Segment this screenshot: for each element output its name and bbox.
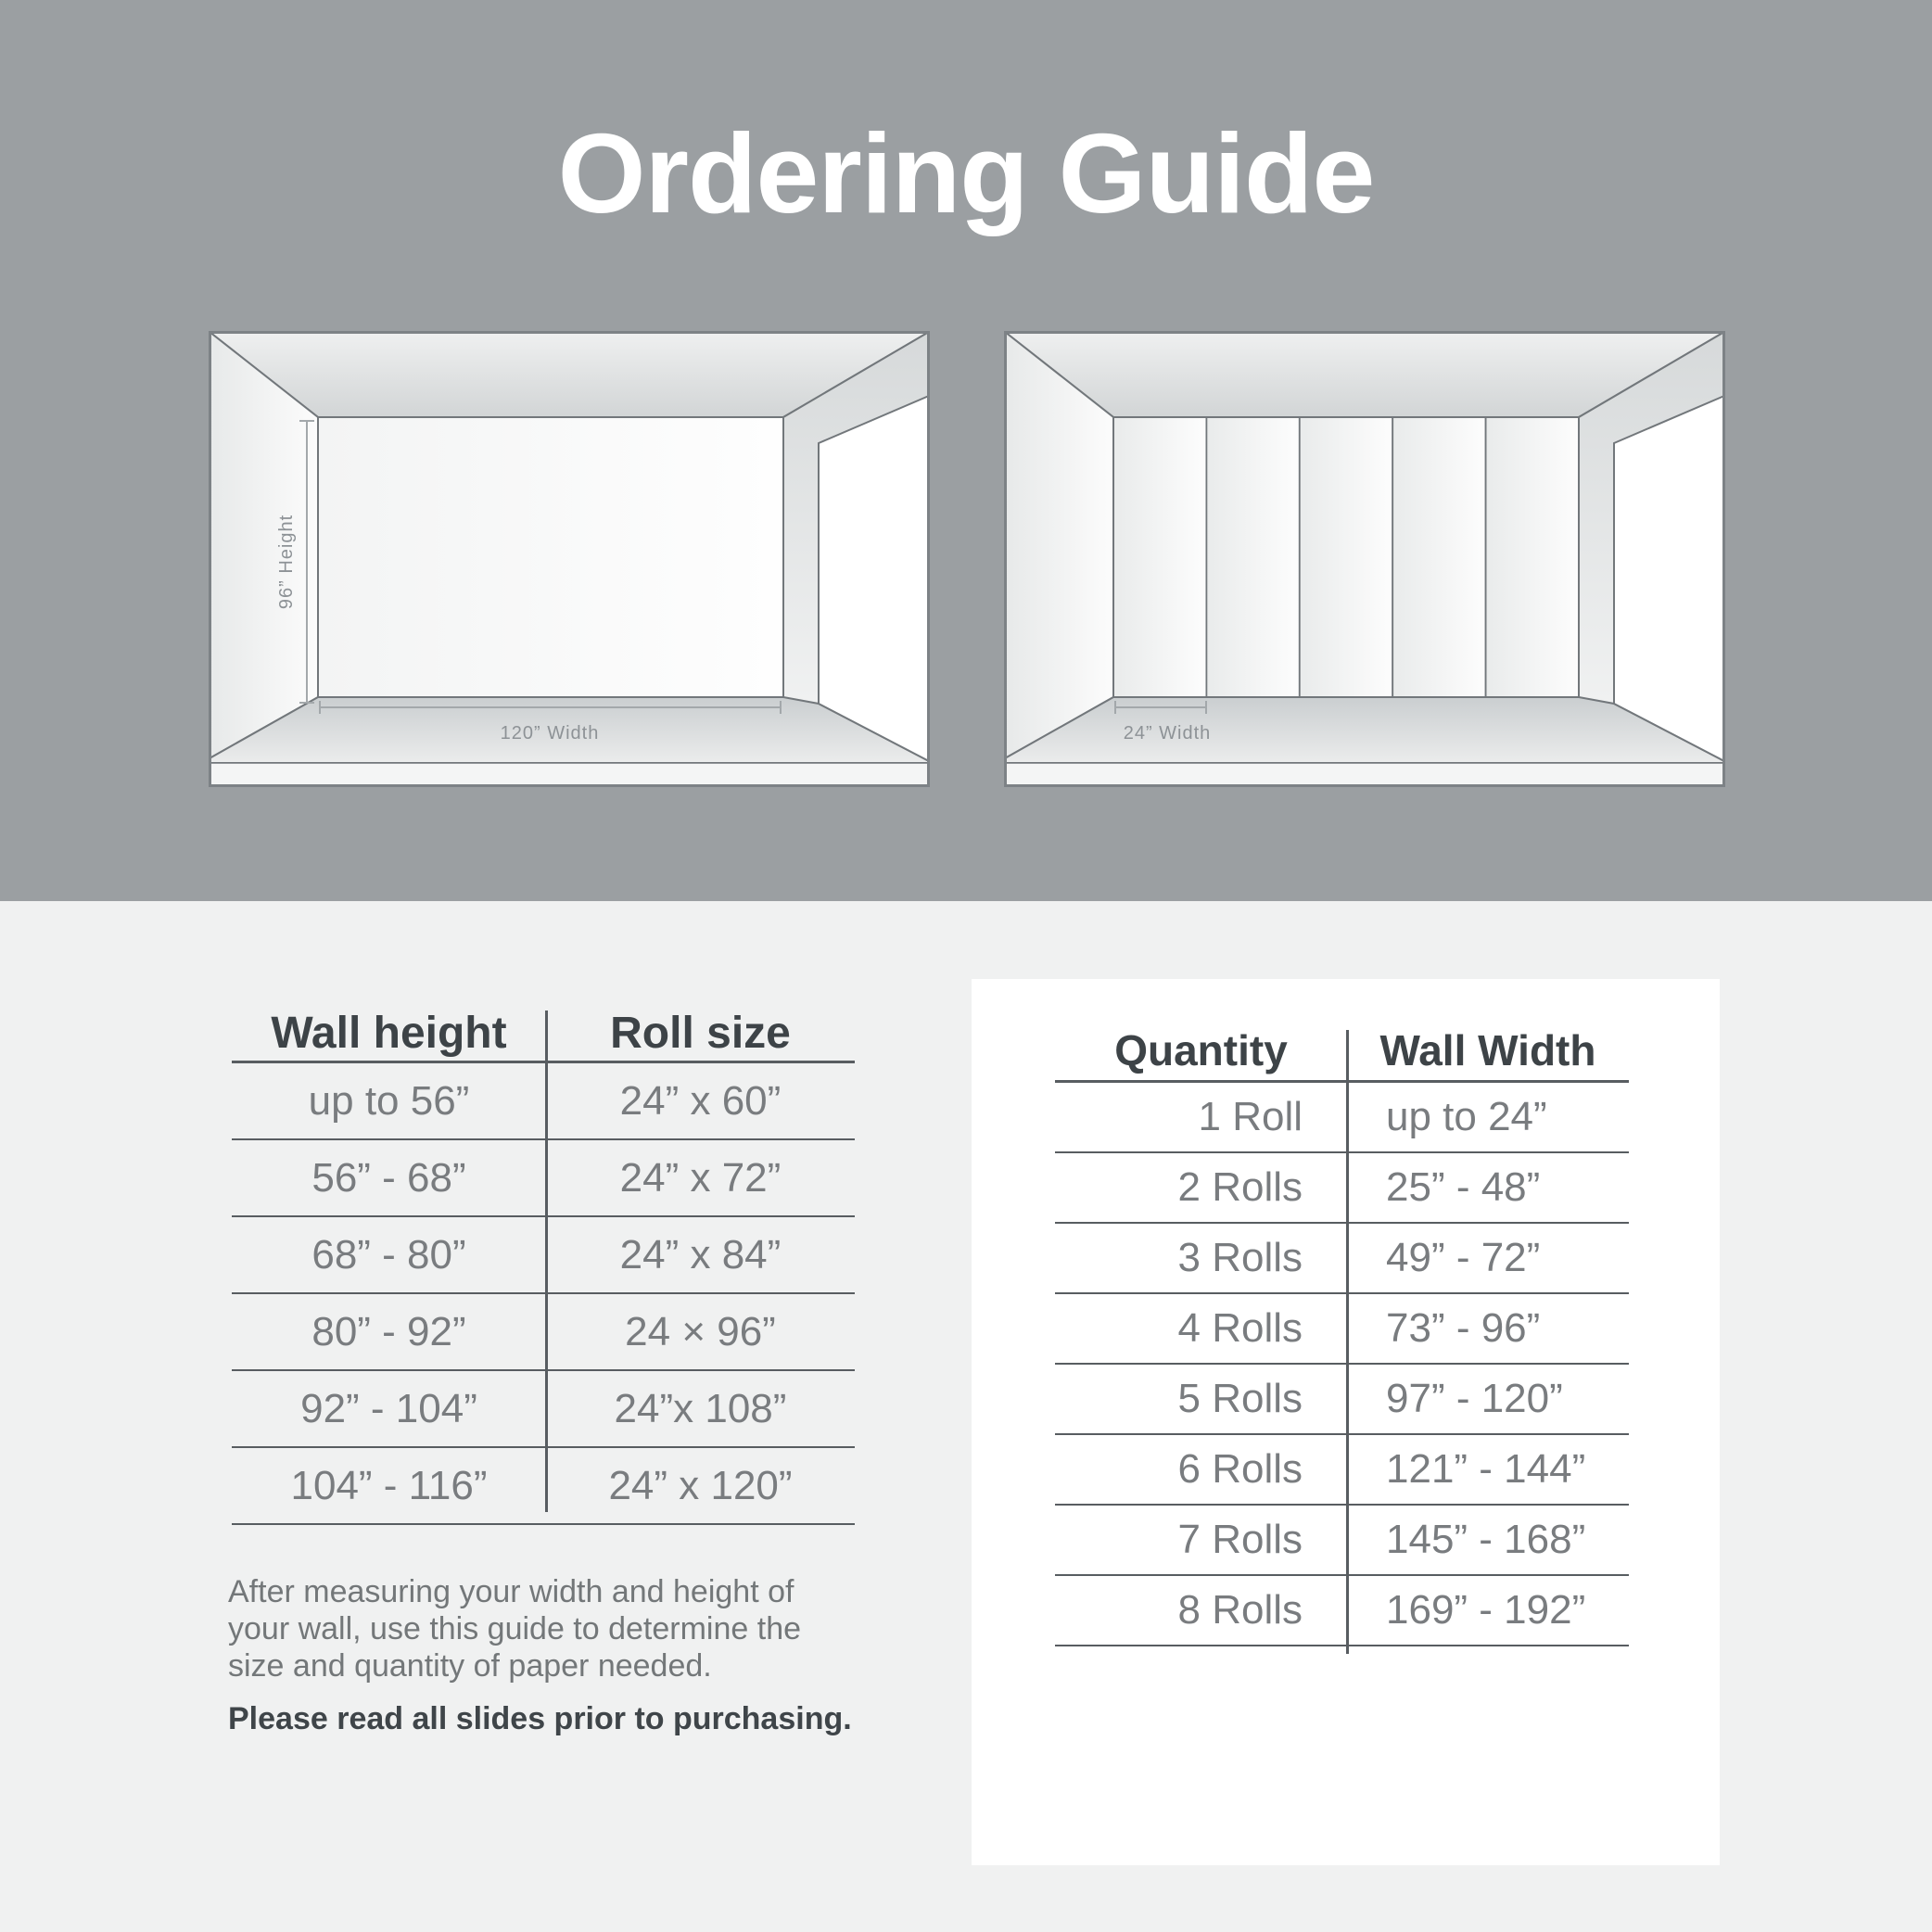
- table-row: [1055, 1576, 1629, 1646]
- table-row: [232, 1140, 855, 1217]
- table-row: [1055, 1435, 1629, 1506]
- wallpaper-panel: [1206, 417, 1299, 697]
- width-dimension-label: 120” Width: [500, 723, 600, 744]
- wall-height-cell: 68” - 80”: [311, 1231, 466, 1277]
- top-banner: [0, 0, 1932, 901]
- quantity-cell: 3 Rolls: [1177, 1235, 1303, 1280]
- roll-width-dimension-label: 24” Width: [1123, 723, 1212, 744]
- roll-size-cell: 24”x 108”: [614, 1385, 787, 1431]
- note-line: your wall, use this guide to determine the: [228, 1611, 802, 1646]
- wall-height-cell: 104” - 116”: [290, 1462, 488, 1508]
- quantity-cell: 6 Rolls: [1177, 1446, 1303, 1492]
- table-row: [1055, 1365, 1629, 1435]
- table-row: [232, 1217, 855, 1294]
- wall-width-cell: 145” - 168”: [1386, 1517, 1586, 1562]
- wall-height-cell: 56” - 68”: [311, 1154, 466, 1201]
- table-row: [1055, 1083, 1629, 1153]
- wall-height-cell: 80” - 92”: [311, 1308, 466, 1354]
- purchase-warning: Please read all slides prior to purchasing.: [228, 1701, 852, 1736]
- room-baseboard-strip: [1005, 763, 1724, 786]
- quantity-cell: 1 Roll: [1198, 1094, 1303, 1139]
- room-baseboard-strip: [210, 763, 929, 786]
- wallpaper-panel: [1300, 417, 1392, 697]
- note-line: size and quantity of paper needed.: [228, 1648, 712, 1684]
- roll-size-cell: 24” x 84”: [619, 1231, 782, 1277]
- roll-size-cell: 24” x 120”: [608, 1462, 793, 1508]
- wallpaper-panels: [1113, 417, 1579, 697]
- column-header-roll-size: Roll size: [610, 1009, 791, 1058]
- wall-width-cell: 25” - 48”: [1386, 1164, 1541, 1210]
- roll-size-cell: 24” x 72”: [619, 1154, 782, 1201]
- roll-size-cell: 24 × 96”: [625, 1308, 776, 1354]
- quantity-cell: 5 Rolls: [1177, 1376, 1303, 1421]
- wallpaper-panel: [1392, 417, 1485, 697]
- table-row: [232, 1448, 855, 1525]
- column-header-wall-height: Wall height: [271, 1009, 507, 1058]
- wall-width-cell: 169” - 192”: [1386, 1587, 1586, 1633]
- wall-width-cell: up to 24”: [1386, 1094, 1547, 1139]
- column-header-quantity: Quantity: [1114, 1025, 1288, 1074]
- room-door-opening: [819, 396, 929, 761]
- roll-size-cell: 24” x 60”: [619, 1077, 782, 1124]
- quantity-cell: 7 Rolls: [1177, 1517, 1303, 1562]
- wall-height-cell: 92” - 104”: [300, 1385, 477, 1431]
- wall-width-cell: 73” - 96”: [1386, 1305, 1541, 1351]
- room-floor: [1005, 697, 1724, 763]
- table-quantity-wall-width: [1055, 1020, 1629, 1646]
- wall-width-cell: 97” - 120”: [1386, 1376, 1563, 1421]
- table-header-row: [1055, 1020, 1629, 1083]
- quantity-cell: 2 Rolls: [1177, 1164, 1303, 1210]
- column-header-wall-width: Wall Width: [1379, 1025, 1596, 1074]
- table-row: [1055, 1506, 1629, 1576]
- table-wall-height-roll-size: [232, 1006, 855, 1525]
- column-divider: [1346, 1030, 1349, 1654]
- table-row: [1055, 1153, 1629, 1224]
- table-header-row: [232, 1006, 855, 1063]
- height-dimension-label: 96” Height: [276, 514, 297, 610]
- wall-width-cell: 121” - 144”: [1386, 1446, 1586, 1492]
- room-diagram-full-wall: [209, 331, 930, 787]
- table-row: [1055, 1294, 1629, 1365]
- column-divider: [545, 1010, 548, 1512]
- wall-width-cell: 49” - 72”: [1386, 1235, 1541, 1280]
- measuring-note: [228, 1573, 896, 1684]
- table-row: [232, 1063, 855, 1140]
- table-row: [1055, 1224, 1629, 1294]
- note-line: After measuring your width and height of: [228, 1574, 794, 1609]
- room-diagram-roll-panels: [1004, 331, 1725, 787]
- page-title: Ordering Guide: [557, 110, 1375, 236]
- table-row: [232, 1371, 855, 1448]
- quantity-cell: 8 Rolls: [1177, 1587, 1303, 1633]
- room-door-opening: [1614, 396, 1724, 761]
- quantity-cell: 4 Rolls: [1177, 1305, 1303, 1351]
- wallpaper-panel: [1486, 417, 1579, 697]
- room-back-wall: [318, 417, 783, 697]
- table-row: [232, 1294, 855, 1371]
- wall-height-cell: up to 56”: [308, 1077, 470, 1124]
- wallpaper-panel: [1113, 417, 1206, 697]
